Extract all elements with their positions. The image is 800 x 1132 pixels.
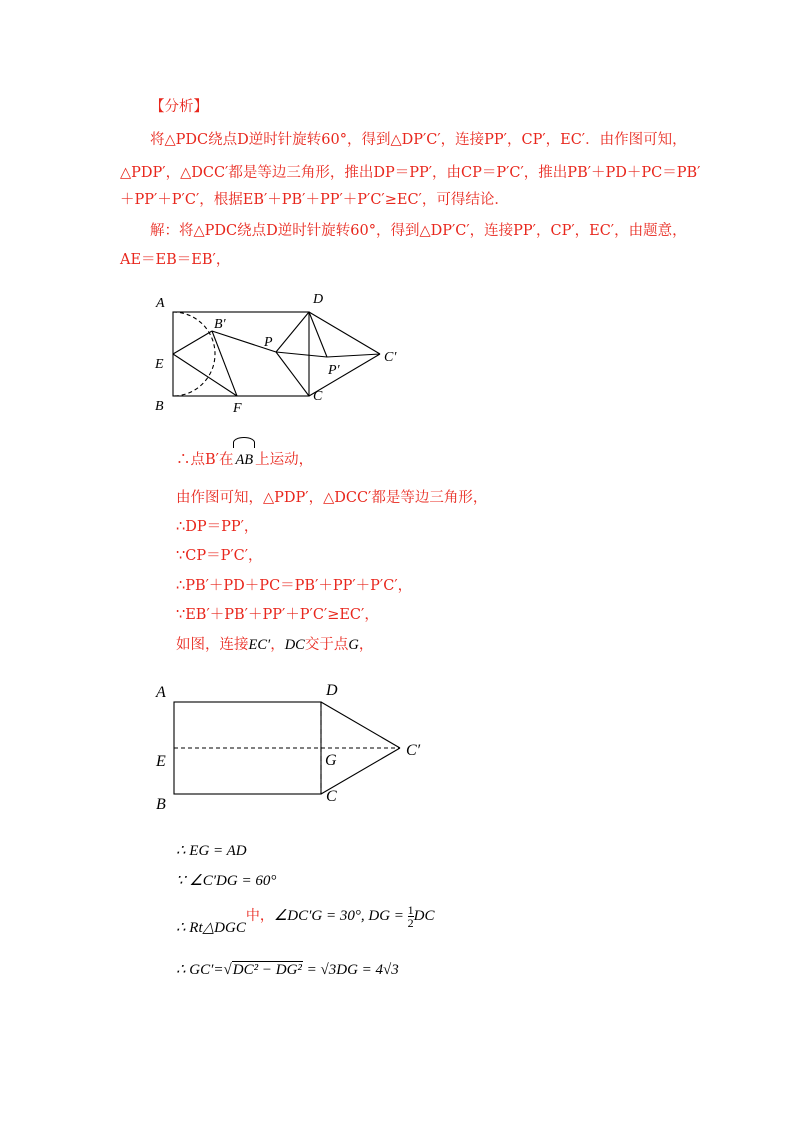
fraction-one-half: $\frac{1}{2}$ [407,903,414,930]
equation-3: ∴ Rt△DGC中，∠DC′G = 30°, DG = $\frac{1}{2}$ DC [176,903,435,936]
equation-1: ∴ EG = AD [176,843,247,859]
label-d: D [313,292,324,307]
analysis-line-3: ＋PP′＋P′C′，根据EB′＋PB′＋PP′＋P′C′≥EC′，可得结论． [120,192,509,208]
arc-ab-notation: AB [233,450,255,470]
solution-line-2: AE＝EB＝EB′， [120,252,231,268]
label-a-2: A [156,684,166,701]
label-c: C [313,389,323,404]
label-p: P [264,335,273,350]
rectangle-abcd [173,312,309,396]
analysis-line-2: △PDP′，△DCC′都是等边三角形，推出DP＝PP′，由CP＝P′C′，推出PB′＋PD＋PC＝PB′ [120,165,701,181]
step-4: ∵CP＝P′C′， [176,548,263,564]
label-b: B [155,399,164,414]
analysis-line-1: 将△PDC绕点D逆时针旋转60°，得到△DP′C′，连接PP′，CP′，EC′．由作图可知， [150,132,687,148]
label-b-prime: B′ [214,317,226,332]
arc-ab [173,312,215,396]
label-c-prime-2: C′ [406,742,421,759]
figure-1-diagram [140,285,420,420]
equation-4: ∴ GC′=√DC² − DG² = √3DG = 4√3 [176,962,399,978]
label-b-2: B [156,796,166,813]
figure-2-diagram [150,675,440,815]
label-c-prime: C′ [384,350,397,365]
step-2: 由作图可知，△PDP′，△DCC′都是等边三角形， [176,490,488,506]
step-1: ∴点B′在 AB 上运动， [176,450,313,470]
label-f: F [233,401,242,416]
label-p-prime: P′ [328,363,340,378]
label-e-2: E [156,753,166,770]
label-g-2: G [325,752,337,769]
equation-2: ∵ ∠C′DG = 60° [176,873,277,889]
label-c-2: C [326,788,337,805]
solution-line-1: 解：将△PDC绕点D逆时针旋转60°，得到△DP′C′，连接PP′，CP′，EC′，由题意， [150,223,687,239]
step-5: ∴PB′＋PD＋PC＝PB′＋PP′＋P′C′， [176,578,413,594]
label-e: E [155,357,164,372]
step-3: ∴DP＝PP′， [176,519,259,535]
step-6: ∵EB′＋PB′＋PP′＋P′C′≥EC′， [176,607,379,623]
label-a: A [156,296,165,311]
label-d-2: D [326,682,338,699]
analysis-heading: 【分析】 [150,99,208,115]
step-7: 如图，连接EC′，DC交于点G， [176,637,374,653]
